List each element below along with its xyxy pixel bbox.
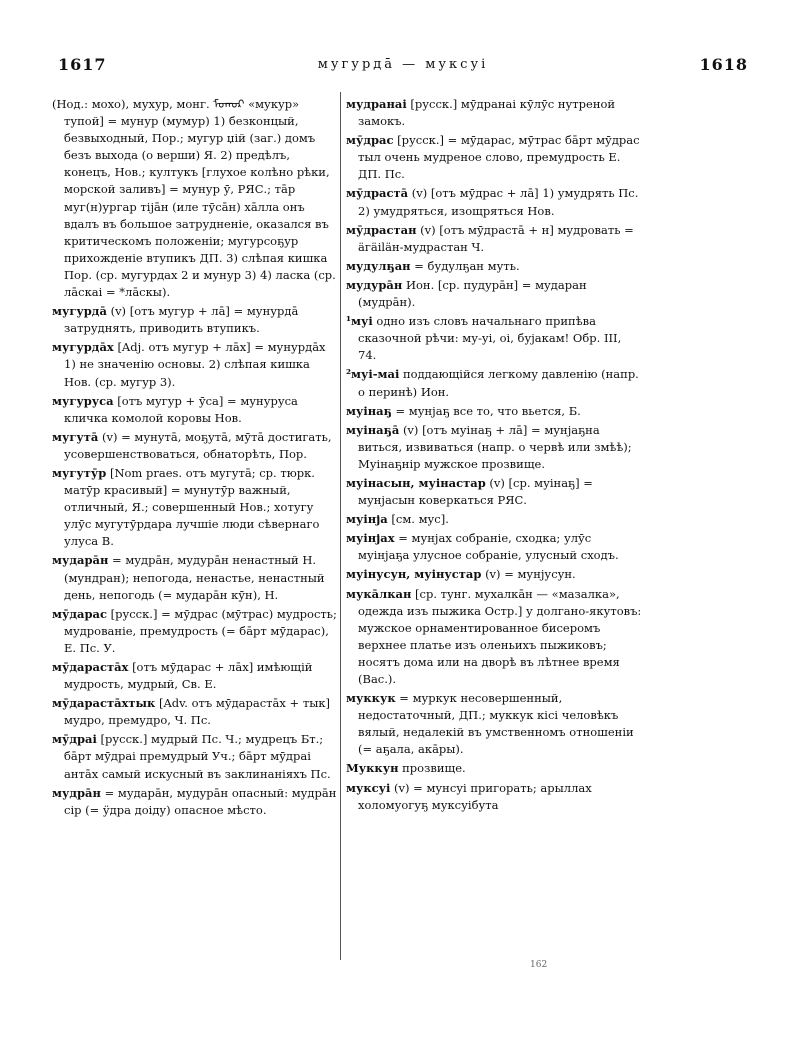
- entry-headword: мудулҕан: [346, 258, 411, 273]
- entry-headword: муiнасын, муiнастар: [346, 475, 486, 490]
- entry-definition: (v) = мунјусун.: [485, 567, 576, 582]
- dictionary-entry: [346, 185, 642, 219]
- entry-headword: муксуi: [346, 780, 391, 795]
- entry-headword: мударāн: [52, 553, 109, 568]
- entry-headword: мӯдарас: [52, 606, 107, 621]
- page-number-left: 1617: [58, 55, 107, 74]
- entry-definition: [отъ мӯдарас + лāх] имѣющiй мудрость, мудрый, Св. Е.: [64, 660, 313, 692]
- entry-headword: мӯдарастāх: [52, 660, 129, 674]
- entry-definition: Ион. [ср. пудурāн] = мударан (мудрāн).: [358, 277, 587, 310]
- entry-definition: прозвище.: [402, 761, 466, 776]
- entry-definition: [русск.] = мӯдарас, мӯтрас бāрт мӯдрас тыл очень мудреное слово, премудрость Е. ДП. Пс.: [358, 133, 640, 182]
- entry-headword: мугутā: [52, 429, 99, 444]
- dictionary-entry: [346, 780, 642, 814]
- entry-headword: ¹муi: [346, 314, 373, 329]
- entry-headword: мудрāн: [52, 785, 101, 800]
- dictionary-entry: [52, 429, 338, 463]
- dictionary-entry: [52, 552, 338, 603]
- entry-headword: мудурāн: [346, 277, 403, 292]
- entry-definition: (v) [ср. муiнаҕ] = мунјасын коверкаться РЯС.: [358, 475, 593, 508]
- entry-definition: (v) [отъ мугур + лā] = мунурдā затруднять, приводить втупикъ.: [64, 304, 299, 336]
- dictionary-entry: [346, 586, 642, 689]
- dictionary-entry: [346, 277, 642, 311]
- dictionary-entry: [346, 366, 642, 400]
- entry-definition: [русск.] мудрый Пс. Ч.; мудрецъ Бт.; бāрт мӯдраi премудрый Уч.; бāрт мӯдраi антāх самый искусный въ заклинанiяхъ Пс.: [64, 732, 331, 781]
- dictionary-entry: [52, 339, 338, 390]
- entry-headword: муiнаҕ: [346, 403, 392, 418]
- dictionary-entry: [346, 690, 642, 758]
- dictionary-entry: [346, 403, 642, 420]
- dictionary-entry: [52, 303, 338, 337]
- entry-headword: мугурдā: [52, 304, 107, 319]
- dictionary-entry: [346, 222, 642, 256]
- folio-number: 162: [530, 960, 548, 970]
- right-column: [346, 96, 642, 816]
- dictionary-entry: [346, 96, 642, 130]
- entry-definition: [ср. тунг. мухалкāн — «мазалка», одежда изъ пыжика Остр.] у долгано-якутовъ: мужское орнаментированное бисеромъ верхнее платье изъ оленьихъ пыжиковъ; носятъ дома или на дворѣ въ лѣтнее время (Вас.).: [358, 586, 642, 686]
- entry-definition: поддающiйся легкому давленiю (напр. о перинѣ) Ион.: [358, 367, 639, 399]
- entry-definition: (v) [отъ муiнаҕ + лā] = мунјаҕна виться, извиваться (напр. о червѣ или змѣѣ); Муiнаҕнiр мужское прозвище.: [358, 422, 632, 471]
- entry-headword: мугуруса: [52, 393, 114, 408]
- entry-definition: (v) [отъ мӯдрас + лā] 1) умудрять Пс. 2) умудряться, изощряться Нов.: [358, 186, 639, 218]
- dictionary-entry: [346, 760, 642, 777]
- entry-definition: [Adv. отъ мӯдарастāх + тык] мудро, премудро, Ч. Пс.: [64, 696, 331, 728]
- page-number-right: 1618: [699, 55, 748, 74]
- running-head: мугурдā — муксуi: [317, 57, 489, 72]
- entry-definition: (v) = мунсуi пригорать; арыллах холомуогуҕ муксуiбута: [358, 780, 592, 812]
- entry-headword: мӯдраi: [52, 732, 97, 747]
- dictionary-entry: [346, 132, 642, 183]
- entry-definition: [отъ мугур + ӯса] = мунуруса кличка комолой коровы Нов.: [64, 393, 298, 425]
- dictionary-entry: [346, 313, 642, 364]
- entry-headword: мӯдрас: [346, 133, 394, 148]
- entry-headword: муiнјах: [346, 531, 395, 546]
- dictionary-entry: [52, 465, 338, 550]
- entry-definition: [русск.] мӯдранаi кӯлӯс нутреной замокъ.: [358, 97, 616, 129]
- page-header: [58, 55, 748, 81]
- entry-definition: [см. мус].: [391, 512, 449, 527]
- entry-headword: муiнусун, муiнустар: [346, 567, 482, 582]
- entry-headword: мӯдрастан: [346, 222, 417, 237]
- entry-definition: = мунјаҕ все то, что вьется, Б.: [395, 403, 581, 418]
- entry-definition: = мударāн, мудурāн опасный: мудрāн сiр (= ӱдра доiду) опасное мѣсто.: [64, 785, 337, 817]
- dictionary-entry: [52, 731, 338, 782]
- left-column: [52, 96, 338, 821]
- entry-headword: муккук: [346, 691, 396, 706]
- dictionary-entry: [346, 422, 642, 473]
- column-divider: [340, 92, 341, 960]
- entry-definition: (Нод.: мохо), мухур, монг. ᠮᠤᠬᠤᠷ «мукур» тупой] = мунур (мумур) 1) безконцый, безвыходный, Пор.; мугур џiй (заг.) домъ безъ выхода (о верши) Я. 2) предѣлъ, конецъ, Нов.; култукъ [глухое колѣно рѣки, морской заливъ] = мунур ӯ, РЯС.; тāр муг(н)ургар тiјāн (иле тӯсāн) хāлла онъ вдалъ въ большое затрудненiе, оказался въ критическомъ положенiи; мугурсоҕур прихожденiе втупикъ ДП. 3) слѣпая кишка Пор. (ср. мугурдах 2 и мунур 3) 4) ласка (ср. лāскаi = *лāскы).: [52, 97, 336, 300]
- dictionary-entry: [346, 566, 642, 583]
- dictionary-entry: [52, 785, 338, 819]
- entry-headword: мугутӯр: [52, 465, 107, 480]
- entry-definition: [русск.] = мӯдрас (мӯтрас) мудрость; мудрованiе, премудрость (= бāрт мӯдарас), Е. Пс. У.: [64, 606, 337, 655]
- dictionary-entry: [52, 393, 338, 427]
- entry-definition: [Nom praes. отъ мугутā; ср. тюрк. матӯр красивый] = мунутӯр важный, отличный, Я.; совершенный Нов.; хотугу улӯс мугутӯрдара лучшiе люди сѣвернаго улуса В.: [64, 465, 320, 549]
- entry-headword: мӯдарастāхтык: [52, 696, 156, 711]
- entry-headword: ²муi-маi: [346, 367, 400, 382]
- entry-definition: (v) [отъ мӯдрастā + н] мудровать = äгäiläн-мудрастан Ч.: [358, 222, 634, 254]
- entry-definition: = муркук несовершенный, недостаточный, ДП.; муккук кiсi человѣкъ вялый, недалекiй въ умственномъ отношенiи (= аҕала, акāры).: [358, 691, 634, 757]
- dictionary-entry: [346, 511, 642, 528]
- entry-definition: = будулҕан муть.: [414, 258, 520, 273]
- entry-headword: муiнја: [346, 512, 388, 527]
- entry-definition: = мудрāн, мудурāн ненастный Н. (мундран); непогода, ненастье, ненастный день, непогодь (= мударāн кӯн), Н.: [64, 553, 325, 602]
- entry-definition: [Adj. отъ мугур + лāх] = мунурдāх 1) не значенiю основы. 2) слѣпая кишка Нов. (ср. мугур 3).: [64, 340, 326, 389]
- entry-headword: мӯдрастā: [346, 186, 409, 201]
- dictionary-entry: [52, 659, 338, 693]
- entry-definition: (v) = мунутā, моҕутā, мӯтā достигать, усовершенствоваться, обнаторѣть, Пор.: [64, 429, 332, 461]
- entry-definition: одно изъ словъ начальнаго припѣва сказочной рѣчи: му-уi, оi, бујакам! Обр. III, 74.: [358, 314, 622, 363]
- entry-headword: мудранаi: [346, 97, 407, 111]
- entry-headword: Муккун: [346, 761, 399, 776]
- entry-headword: муiнаҕā: [346, 422, 400, 437]
- dictionary-entry: [52, 695, 338, 729]
- dictionary-entry: [52, 606, 338, 657]
- dictionary-entry: [346, 258, 642, 275]
- dictionary-entry: [52, 96, 338, 301]
- entry-definition: = мунјах собранiе, сходка; улӯс муiнјаҕа улусное собранiе, улусный сходъ.: [358, 531, 619, 563]
- dictionary-entry: [346, 475, 642, 509]
- dictionary-entry: [346, 530, 642, 564]
- entry-headword: мукāлкан: [346, 586, 412, 601]
- entry-headword: мугурдāх: [52, 340, 114, 355]
